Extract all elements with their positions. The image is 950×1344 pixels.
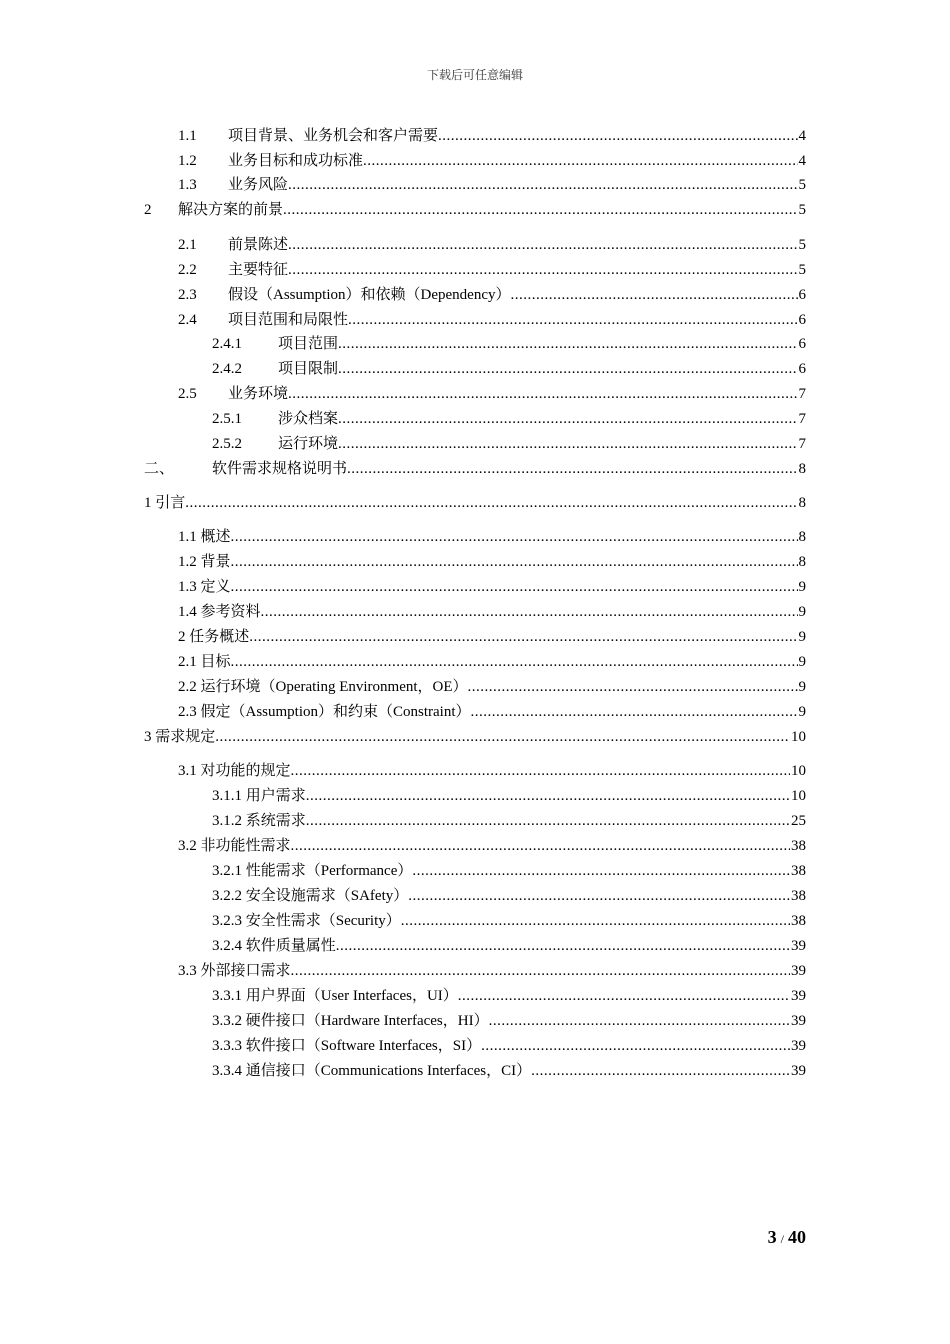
toc-entry[interactable] (212, 934, 806, 959)
toc-entry-page: 10 (791, 763, 806, 779)
toc-entry-number: 2.5 (178, 386, 197, 402)
toc-entry[interactable] (212, 884, 806, 909)
toc-entry-page: 39 (791, 1063, 806, 1079)
toc-entry-title: 2.1 目标 (178, 654, 231, 670)
toc-entry[interactable] (178, 675, 806, 700)
toc-entry-page: 6 (798, 361, 806, 377)
toc-entry-number: 1.3 (178, 177, 197, 193)
toc-entry-title: 3.1.1 用户需求 (212, 788, 306, 804)
toc-entry-page: 39 (791, 938, 806, 954)
toc-dot-leader (401, 909, 790, 934)
page-number (768, 1227, 806, 1248)
toc-dot-leader (231, 525, 798, 550)
toc-entry-title: 1.1 概述 (178, 529, 231, 545)
toc-entry[interactable] (178, 525, 806, 550)
toc-entry[interactable] (178, 700, 806, 725)
toc-entry[interactable] (212, 809, 806, 834)
toc-dot-leader (288, 173, 797, 198)
toc-entry[interactable] (178, 834, 806, 859)
toc-entry[interactable] (144, 725, 806, 750)
toc-entry-title: 1.2 背景 (178, 554, 231, 570)
toc-dot-leader (408, 884, 790, 909)
toc-dot-leader (363, 149, 797, 174)
toc-dot-leader (306, 784, 790, 809)
page-header: 下载后可任意编辑 (426, 68, 523, 82)
toc-entry-title: 3.3.4 通信接口（Communications Interfaces，CI） (212, 1063, 532, 1079)
toc-dot-leader (185, 491, 797, 516)
toc-entry[interactable] (178, 258, 806, 283)
toc-entry-page: 9 (798, 604, 806, 620)
toc-entry-title: 3 需求规定 (144, 729, 216, 745)
toc-entry-page: 38 (791, 888, 806, 904)
toc-entry-number: 2.3 (178, 287, 197, 303)
toc-entry-page: 5 (798, 237, 806, 253)
toc-entry[interactable] (212, 1009, 806, 1034)
toc-entry-page: 9 (798, 654, 806, 670)
toc-entry-page: 38 (791, 913, 806, 929)
toc-entry-title: 假设（Assumption）和依赖（Dependency） (228, 287, 511, 303)
toc-entry-page: 7 (798, 411, 806, 427)
page-number-total: 40 (788, 1227, 806, 1247)
toc-entry-page: 9 (798, 579, 806, 595)
toc-entry-title: 主要特征 (228, 262, 289, 278)
toc-entry-title: 3.2.1 性能需求（Performance） (212, 863, 413, 879)
toc-entry-page: 4 (798, 153, 806, 169)
toc-entry-title: 业务风险 (228, 177, 289, 193)
toc-dot-leader (347, 457, 797, 482)
toc-entry[interactable] (144, 198, 806, 223)
toc-entry-number: 2.4.1 (212, 336, 242, 352)
toc-entry-title: 2.3 假定（Assumption）和约束（Constraint） (178, 704, 471, 720)
toc-entry-number: 2.1 (178, 237, 197, 253)
toc-entry-title: 3.2.2 安全设施需求（SAfety） (212, 888, 409, 904)
toc-entry[interactable] (178, 382, 806, 407)
toc-entry-page: 8 (798, 529, 806, 545)
toc-entry-page: 39 (791, 988, 806, 1004)
toc-entry-page: 9 (798, 679, 806, 695)
toc-entry[interactable] (212, 1034, 806, 1059)
toc-entry-number: 2 (144, 202, 152, 218)
toc-entry[interactable] (178, 625, 806, 650)
toc-entry-title: 项目背景、业务机会和客户需要 (228, 128, 439, 144)
toc-dot-leader (458, 984, 790, 1009)
toc-entry-number: 1.2 (178, 153, 197, 169)
toc-dot-leader (291, 834, 790, 859)
toc-entry-page: 38 (791, 838, 806, 854)
toc-entry[interactable] (178, 308, 806, 333)
toc-entry[interactable] (144, 491, 806, 516)
page-number-separator: / (780, 1232, 784, 1246)
toc-entry[interactable] (212, 357, 806, 382)
toc-dot-leader (531, 1059, 790, 1084)
toc-entry-page: 10 (791, 729, 806, 745)
toc-entry[interactable] (212, 984, 806, 1009)
toc-entry-page: 38 (791, 863, 806, 879)
toc-entry-page: 9 (798, 704, 806, 720)
toc-entry-title: 1.3 定义 (178, 579, 231, 595)
toc-entry-title: 3.3.2 硬件接口（Hardware Interfaces，HI） (212, 1013, 489, 1029)
toc-entry-page: 39 (791, 1013, 806, 1029)
toc-entry[interactable] (178, 173, 806, 198)
toc-entry-page: 6 (798, 287, 806, 303)
toc-dot-leader (338, 332, 797, 357)
toc-dot-leader (510, 283, 797, 308)
toc-entry-number: 2.2 (178, 262, 197, 278)
toc-entry-title: 3.2.3 安全性需求（Security） (212, 913, 401, 929)
toc-entry-title: 项目限制 (278, 361, 339, 377)
toc-dot-leader (231, 575, 798, 600)
toc-entry[interactable] (178, 550, 806, 575)
toc-entry[interactable] (212, 332, 806, 357)
toc-entry-title: 项目范围和局限性 (228, 312, 349, 328)
toc-entry[interactable] (178, 959, 806, 984)
toc-entry-number: 二、 (144, 461, 175, 477)
toc-entry[interactable] (178, 759, 806, 784)
toc-entry-number: 1.1 (178, 128, 197, 144)
toc-entry-page: 8 (798, 461, 806, 477)
toc-entry[interactable] (144, 457, 806, 482)
toc-entry[interactable] (178, 650, 806, 675)
toc-entry-title: 涉众档案 (278, 411, 339, 427)
toc-entry[interactable] (178, 149, 806, 174)
toc-entry[interactable] (212, 859, 806, 884)
toc-entry-page: 10 (791, 788, 806, 804)
toc-dot-leader (338, 357, 797, 382)
toc-dot-leader (288, 258, 797, 283)
toc-entry-page: 6 (798, 312, 806, 328)
toc-entry[interactable] (212, 784, 806, 809)
toc-dot-leader (306, 809, 790, 834)
toc-dot-leader (291, 959, 790, 984)
toc-entry-title: 3.3.1 用户界面（User Interfaces，UI） (212, 988, 458, 1004)
toc-entry-title: 2.2 运行环境（Operating Environment，OE） (178, 679, 468, 695)
toc-entry-page: 6 (798, 336, 806, 352)
toc-entry[interactable] (178, 124, 806, 149)
toc-entry-title: 1.4 参考资料 (178, 604, 261, 620)
toc-entry[interactable] (178, 600, 806, 625)
toc-entry-title: 业务环境 (228, 386, 289, 402)
toc-dot-leader (481, 1034, 790, 1059)
toc-entry-title: 3.1.2 系统需求 (212, 813, 306, 829)
toc-entry-number: 2.5.2 (212, 436, 242, 452)
toc-dot-leader (338, 407, 797, 432)
toc-entry-title: 3.3 外部接口需求 (178, 963, 291, 979)
toc-entry-number: 2.4 (178, 312, 197, 328)
toc-dot-leader (412, 859, 790, 884)
toc-entry-page: 39 (791, 963, 806, 979)
toc-entry-page: 5 (798, 202, 806, 218)
toc-dot-leader (283, 198, 797, 223)
toc-entry[interactable] (178, 575, 806, 600)
toc-dot-leader (231, 650, 798, 675)
toc-dot-leader (338, 432, 797, 457)
toc-entry-page: 4 (798, 128, 806, 144)
toc-dot-leader (336, 934, 790, 959)
toc-entry-page: 39 (791, 1038, 806, 1054)
toc-dot-leader (261, 600, 798, 625)
toc-entry-title: 前景陈述 (228, 237, 289, 253)
toc-dot-leader (468, 675, 798, 700)
toc-entry-title: 3.1 对功能的规定 (178, 763, 291, 779)
toc-dot-leader (348, 308, 797, 333)
toc-entry-page: 8 (798, 495, 806, 511)
toc-entry-page: 25 (791, 813, 806, 829)
toc-entry-title: 解决方案的前景 (178, 202, 284, 218)
toc-entry-page: 9 (798, 629, 806, 645)
toc-entry[interactable] (178, 283, 806, 308)
toc-entry[interactable] (212, 407, 806, 432)
toc-dot-leader (231, 550, 798, 575)
toc-entry[interactable] (212, 432, 806, 457)
toc-entry-title: 3.2 非功能性需求 (178, 838, 291, 854)
toc-dot-leader (438, 124, 797, 149)
toc-entry-title: 2 任务概述 (178, 629, 250, 645)
toc-dot-leader (249, 625, 797, 650)
toc-entry[interactable] (212, 909, 806, 934)
toc-entry-title: 3.2.4 软件质量属性 (212, 938, 336, 954)
toc-entry-title: 运行环境 (278, 436, 339, 452)
toc-dot-leader (215, 725, 790, 750)
toc-entry[interactable] (212, 1059, 806, 1084)
toc-entry-page: 5 (798, 177, 806, 193)
toc-entry-page: 5 (798, 262, 806, 278)
toc-dot-leader (288, 382, 797, 407)
page-number-current: 3 (767, 1227, 777, 1247)
toc-dot-leader (291, 759, 790, 784)
toc-entry-title: 3.3.3 软件接口（Software Interfaces，SI） (212, 1038, 482, 1054)
toc-entry-title: 1 引言 (144, 495, 186, 511)
toc-dot-leader (489, 1009, 790, 1034)
toc-entry-page: 8 (798, 554, 806, 570)
toc-dot-leader (288, 233, 797, 258)
toc-entry-title: 业务目标和成功标准 (228, 153, 364, 169)
toc-entry-number: 2.5.1 (212, 411, 242, 427)
toc-entry-number: 2.4.2 (212, 361, 242, 377)
toc-entry-page: 7 (798, 436, 806, 452)
toc-dot-leader (471, 700, 798, 725)
toc-entry-page: 7 (798, 386, 806, 402)
toc-entry[interactable] (178, 233, 806, 258)
toc-entry-title: 项目范围 (278, 336, 339, 352)
toc-entry-title: 软件需求规格说明书 (212, 461, 348, 477)
